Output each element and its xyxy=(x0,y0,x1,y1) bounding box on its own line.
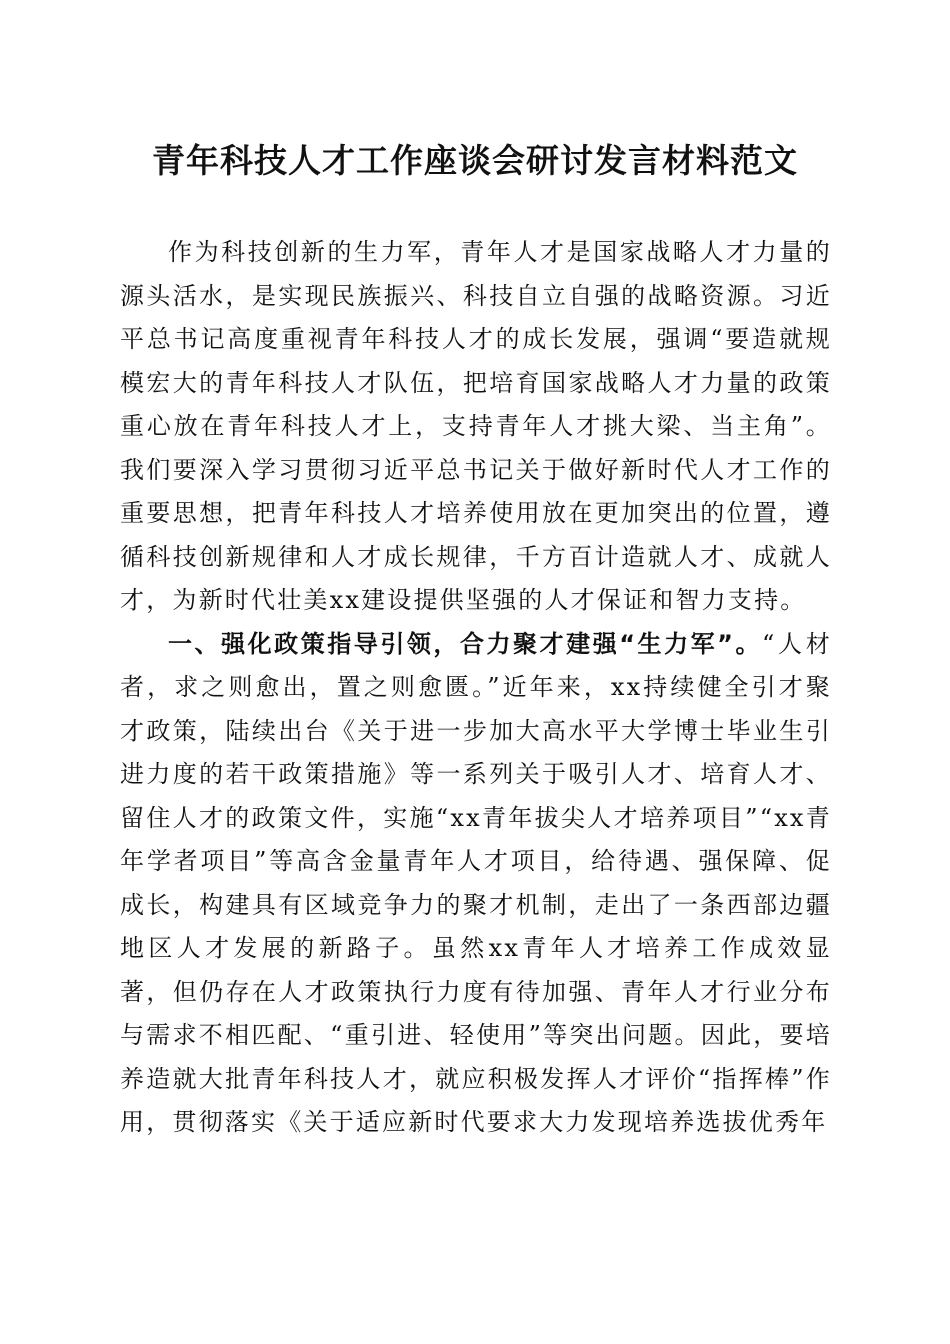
intro-paragraph xyxy=(120,231,832,623)
intro-paragraph-text: 作为科技创新的生力军，青年人才是国家战略人才力量的源头活水，是实现民族振兴、科技自立自强的战略资源。习近平总书记高度重视青年科技人才的成长发展，强调“要造就规模宏大的青年科技人才队伍，把培育国家战略人才力量的政策重心放在青年科技人才上，支持青年人才挑大梁、当主角”。我们要深入学习贯彻习近平总书记关于做好新时代人才工作的重要思想，把青年科技人才培养使用放在更加突出的位置，遵循科技创新规律和人才成长规律，千方百计造就人才、成就人才，为新时代壮美xx建设提供坚强的人才保证和智力支持。 xyxy=(120,238,832,614)
section-one-text: “人材者，求之则愈出，置之则愈匮。”近年来，xx持续健全引才聚才政策，陆续出台《关于进一步加大高水平大学博士毕业生引进力度的若干政策措施》等一系列关于吸引人才、培育人才、留住人才的政策文件，实施“xx青年拔尖人才培养项目”“xx青年学者项目”等高含金量青年人才项目，给待遇、强保障、促成长，构建具有区域竞争力的聚才机制，走出了一条西部边疆地区人才发展的新路子。虽然xx青年人才培养工作成效显著，但仍存在人才政策执行力度有待加强、青年人才行业分布与需求不相匹配、“重引进、轻使用”等突出问题。因此，要培养造就大批青年科技人才，就应积极发挥人才评价“指挥棒”作用，贯彻落实《关于适应新时代要求大力发现培养选拔优秀年 xyxy=(120,629,833,1136)
document-body xyxy=(120,231,832,1145)
section-one-paragraph xyxy=(120,623,832,1145)
document-title: 青年科技人才工作座谈会研讨发言材料范文 xyxy=(152,141,798,180)
section-one-heading: 一、强化政策指导引领，合力聚才建强“生力军”。 xyxy=(168,629,763,658)
